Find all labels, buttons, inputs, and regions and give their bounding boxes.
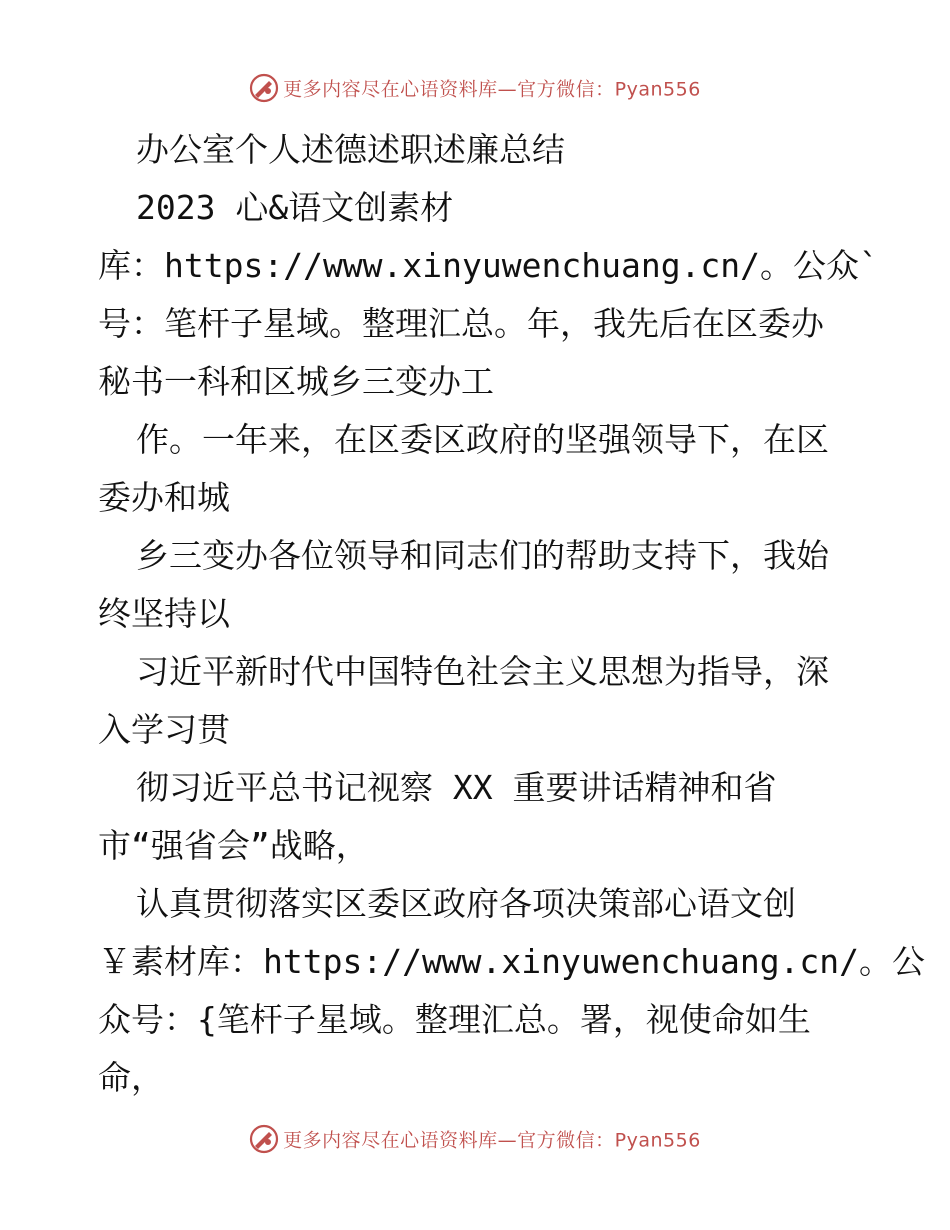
pen-logo-icon xyxy=(249,1124,279,1154)
text-line: 认真贯彻落实区委区政府各项决策部心语文创 xyxy=(136,884,796,923)
text-line: 作。一年来，在区委区政府的坚强领导下，在区 xyxy=(136,420,829,459)
text-line: 号：笔杆子星域。整理汇总。年，我先后在区委办 xyxy=(98,304,824,343)
text-line: 众号：{笔杆子星域。整理汇总。署，视使命如生 xyxy=(98,1000,811,1039)
text-line: 终坚持以 xyxy=(98,594,230,633)
text-line: 命， xyxy=(98,1058,164,1097)
text-line: 入学习贯 xyxy=(98,710,230,749)
pen-logo-icon xyxy=(249,73,279,103)
text-line: 秘书一科和区城乡三变办工 xyxy=(98,362,494,401)
doc-title: 办公室个人述德述职述廉总结 xyxy=(136,130,565,169)
watermark-text: 更多内容尽在心语资料库—官方微信：Pyan556 xyxy=(283,78,701,101)
text-line: 彻习近平总书记视察 XX 重要讲话精神和省 xyxy=(136,768,777,807)
text-line: 委办和城 xyxy=(98,478,230,517)
text-line: ￥素材库：https://www.xinyuwenchuang.cn/。公 xyxy=(98,942,926,981)
watermark-header xyxy=(0,73,950,103)
text-line: 2023 心&语文创素材 xyxy=(136,188,454,227)
watermark-text: 更多内容尽在心语资料库—官方微信：Pyan556 xyxy=(283,1129,701,1152)
text-line: 库：https://www.xinyuwenchuang.cn/。公众` xyxy=(98,246,879,285)
watermark-footer xyxy=(0,1124,950,1154)
text-line: 市“强省会”战略， xyxy=(98,826,369,865)
text-line: 乡三变办各位领导和同志们的帮助支持下，我始 xyxy=(136,536,829,575)
text-line: 习近平新时代中国特色社会主义思想为指导，深 xyxy=(136,652,829,691)
